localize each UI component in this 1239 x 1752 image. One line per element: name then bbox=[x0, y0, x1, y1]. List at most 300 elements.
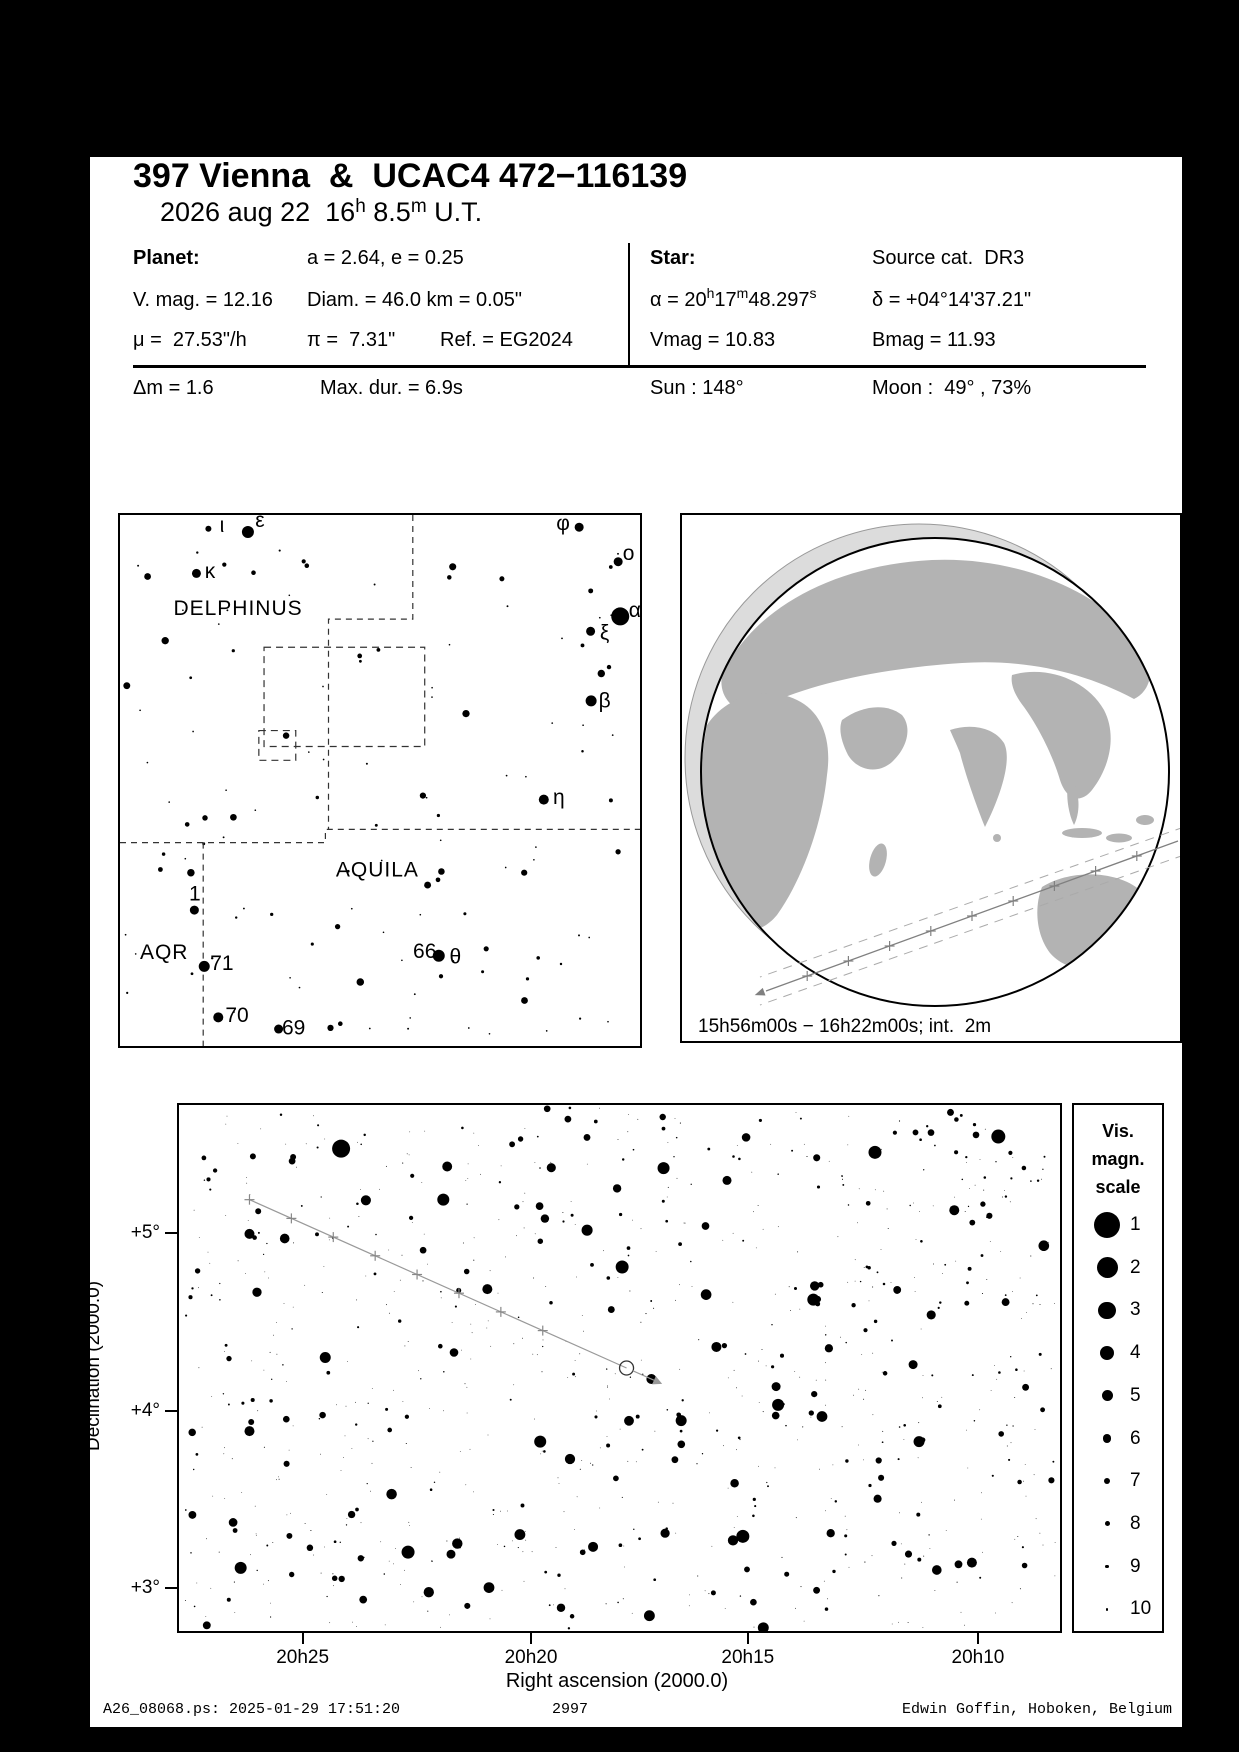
background-star bbox=[730, 1479, 739, 1488]
background-star bbox=[411, 1467, 412, 1468]
background-star bbox=[410, 1174, 414, 1178]
background-star bbox=[224, 1498, 225, 1499]
background-star bbox=[324, 1266, 325, 1267]
background-star bbox=[938, 1307, 940, 1309]
background-star bbox=[809, 1410, 814, 1415]
background-star bbox=[869, 1301, 870, 1302]
bright-star bbox=[736, 1530, 749, 1543]
background-star bbox=[188, 1295, 192, 1299]
background-star bbox=[627, 1131, 628, 1132]
background-star bbox=[932, 1130, 933, 1131]
background-star bbox=[1040, 1407, 1045, 1412]
background-star bbox=[1043, 1545, 1044, 1546]
background-star bbox=[1022, 1546, 1024, 1548]
background-star bbox=[404, 1345, 405, 1346]
background-star bbox=[510, 1399, 512, 1401]
background-star bbox=[883, 1191, 884, 1192]
background-star bbox=[778, 1226, 779, 1227]
background-star bbox=[287, 1515, 288, 1516]
background-star bbox=[624, 1416, 634, 1426]
background-star bbox=[276, 1479, 277, 1480]
background-star bbox=[849, 1567, 850, 1568]
background-star bbox=[1025, 1464, 1026, 1465]
background-star bbox=[360, 1144, 362, 1146]
background-star bbox=[607, 1021, 609, 1023]
background-star bbox=[225, 1344, 228, 1347]
background-star bbox=[615, 849, 620, 854]
background-star bbox=[276, 1322, 277, 1323]
background-star bbox=[355, 1508, 359, 1512]
background-star bbox=[722, 1343, 727, 1348]
background-star bbox=[389, 1561, 390, 1562]
background-star bbox=[909, 1360, 918, 1369]
background-star bbox=[1054, 1303, 1055, 1304]
star-label: 70 bbox=[225, 1003, 249, 1027]
background-star bbox=[194, 1210, 195, 1211]
info-rule bbox=[133, 365, 1146, 368]
bright-star bbox=[868, 1146, 881, 1159]
background-star bbox=[860, 1281, 861, 1282]
background-star bbox=[270, 1603, 271, 1604]
background-star bbox=[473, 1133, 474, 1134]
background-star bbox=[841, 1175, 843, 1177]
background-star bbox=[209, 1189, 211, 1191]
background-star bbox=[283, 732, 289, 738]
background-star bbox=[875, 1189, 876, 1190]
named-star bbox=[213, 1012, 223, 1022]
background-star bbox=[424, 882, 431, 889]
background-star bbox=[502, 1590, 503, 1591]
background-star bbox=[918, 1457, 919, 1458]
background-star bbox=[618, 1139, 619, 1140]
background-star bbox=[613, 1476, 619, 1482]
background-star bbox=[315, 1232, 319, 1236]
background-star bbox=[691, 1184, 692, 1185]
named-star bbox=[586, 627, 595, 636]
background-star bbox=[449, 644, 451, 646]
background-star bbox=[975, 1185, 976, 1186]
background-star bbox=[203, 1621, 211, 1629]
detail-chart-svg bbox=[179, 1105, 1060, 1631]
background-star bbox=[711, 1590, 716, 1595]
background-star bbox=[278, 1477, 279, 1478]
background-star bbox=[599, 1108, 600, 1109]
background-star bbox=[246, 1183, 247, 1184]
background-star bbox=[329, 1218, 330, 1219]
background-star bbox=[366, 763, 368, 765]
background-star bbox=[992, 1475, 994, 1477]
background-star bbox=[282, 1364, 283, 1365]
background-star bbox=[301, 1205, 303, 1207]
background-star bbox=[832, 1570, 835, 1573]
background-star bbox=[753, 1498, 756, 1501]
background-star bbox=[881, 1249, 882, 1250]
background-star bbox=[1010, 1177, 1012, 1179]
background-star bbox=[507, 605, 509, 607]
background-star bbox=[623, 1546, 624, 1547]
background-star bbox=[190, 1552, 191, 1553]
background-star bbox=[887, 1208, 888, 1209]
background-star bbox=[794, 1371, 795, 1372]
background-star bbox=[927, 1310, 936, 1319]
background-star bbox=[346, 1524, 347, 1525]
background-star bbox=[665, 1220, 668, 1223]
named-star bbox=[192, 569, 201, 578]
background-star bbox=[680, 1430, 683, 1433]
background-star bbox=[696, 1463, 697, 1464]
background-star bbox=[847, 1145, 848, 1146]
background-star bbox=[241, 1492, 242, 1493]
background-star bbox=[580, 1469, 581, 1470]
named-star bbox=[611, 607, 629, 625]
background-star bbox=[758, 1361, 759, 1362]
star-bmag: Bmag = 11.93 bbox=[872, 329, 996, 351]
background-star bbox=[965, 1211, 966, 1212]
bright-star bbox=[616, 1261, 629, 1274]
background-star bbox=[293, 1307, 294, 1308]
background-star bbox=[813, 1587, 820, 1594]
background-star bbox=[346, 1518, 347, 1519]
background-star bbox=[818, 1282, 824, 1288]
bright-star bbox=[914, 1436, 925, 1447]
background-star bbox=[358, 1555, 364, 1561]
background-star bbox=[233, 1528, 238, 1533]
background-star bbox=[968, 1206, 969, 1207]
landmass-borneo bbox=[1136, 815, 1154, 825]
constellation-boundary bbox=[120, 829, 640, 842]
background-star bbox=[431, 1560, 432, 1561]
background-star bbox=[1002, 1197, 1003, 1198]
background-star bbox=[224, 1351, 225, 1352]
background-star bbox=[642, 1449, 644, 1451]
background-star bbox=[1026, 1312, 1027, 1313]
background-star bbox=[855, 1259, 856, 1260]
background-star bbox=[883, 1371, 888, 1376]
background-star bbox=[455, 1306, 457, 1308]
background-star bbox=[759, 1402, 760, 1403]
background-star bbox=[872, 1286, 873, 1287]
background-star bbox=[825, 1405, 826, 1406]
background-star bbox=[535, 1233, 536, 1234]
background-star bbox=[955, 1261, 956, 1262]
background-star bbox=[532, 1551, 533, 1552]
background-star bbox=[865, 1390, 866, 1391]
background-star bbox=[406, 1443, 407, 1444]
background-star bbox=[232, 649, 235, 652]
x-axis-tick bbox=[747, 1633, 749, 1644]
background-star bbox=[550, 1162, 551, 1163]
background-star bbox=[644, 1610, 655, 1621]
background-star bbox=[299, 987, 301, 989]
background-star bbox=[780, 1354, 784, 1358]
background-star bbox=[162, 852, 165, 855]
constellation-label: DELPHINUS bbox=[173, 597, 303, 621]
background-star bbox=[775, 1468, 776, 1469]
background-star bbox=[864, 1267, 865, 1268]
background-star bbox=[606, 1368, 607, 1369]
background-star bbox=[842, 1426, 843, 1427]
background-star bbox=[319, 1412, 326, 1419]
background-star bbox=[855, 1281, 856, 1282]
background-star bbox=[919, 1138, 922, 1141]
star-label: η bbox=[553, 786, 565, 810]
background-star bbox=[810, 1281, 819, 1290]
background-star bbox=[427, 1264, 428, 1265]
background-star bbox=[983, 1190, 984, 1191]
background-star bbox=[499, 576, 504, 581]
background-star bbox=[1053, 1461, 1054, 1462]
ra-h-sup: h bbox=[706, 285, 715, 301]
magnitude-value: 5 bbox=[1130, 1384, 1141, 1406]
background-star bbox=[526, 977, 529, 980]
background-star bbox=[1055, 1542, 1056, 1543]
background-star bbox=[230, 814, 237, 821]
background-star bbox=[263, 1584, 264, 1585]
background-star bbox=[667, 1197, 668, 1198]
background-star bbox=[1011, 1442, 1012, 1443]
background-star bbox=[863, 1399, 864, 1400]
background-star bbox=[339, 1576, 345, 1582]
background-star bbox=[227, 1598, 231, 1602]
background-star bbox=[490, 1619, 491, 1620]
star-source-cat: Source cat. DR3 bbox=[872, 247, 1025, 269]
background-star bbox=[329, 1240, 330, 1241]
earth-globe-panel bbox=[680, 513, 1182, 1043]
background-star bbox=[771, 1324, 772, 1325]
background-star bbox=[588, 937, 590, 939]
background-star bbox=[1048, 1242, 1049, 1243]
background-star bbox=[607, 1436, 608, 1437]
background-star bbox=[609, 1399, 610, 1400]
background-star bbox=[819, 1469, 820, 1470]
background-star bbox=[525, 776, 527, 778]
ra-part: 48.297 bbox=[748, 289, 810, 311]
background-star bbox=[333, 1585, 334, 1586]
background-star bbox=[968, 1267, 972, 1271]
background-star bbox=[1012, 1425, 1013, 1426]
background-star bbox=[238, 1143, 239, 1144]
background-star bbox=[430, 1488, 433, 1491]
background-star bbox=[981, 1254, 984, 1257]
background-star bbox=[324, 1139, 325, 1140]
background-star bbox=[358, 1216, 359, 1217]
datetime-prefix: 2026 aug 22 16 bbox=[160, 197, 356, 227]
background-star bbox=[758, 1622, 769, 1631]
background-star bbox=[460, 1544, 461, 1545]
background-star bbox=[256, 1570, 257, 1571]
background-star bbox=[284, 1303, 285, 1304]
background-star bbox=[384, 1573, 386, 1575]
background-star bbox=[689, 1605, 690, 1606]
background-star bbox=[708, 1593, 709, 1594]
background-star bbox=[539, 1167, 541, 1169]
background-star bbox=[202, 1156, 207, 1161]
background-star bbox=[431, 687, 433, 689]
background-star bbox=[549, 1604, 551, 1606]
background-star bbox=[334, 1540, 337, 1543]
background-star bbox=[490, 1270, 491, 1271]
star-dec: δ = +04°14'37.21" bbox=[872, 289, 1032, 311]
background-star bbox=[310, 1530, 311, 1531]
background-star bbox=[954, 1150, 958, 1154]
background-star bbox=[532, 1354, 533, 1355]
background-star bbox=[766, 1482, 767, 1483]
background-star bbox=[188, 1429, 195, 1436]
background-star bbox=[484, 1582, 495, 1593]
background-star bbox=[628, 1255, 630, 1257]
background-star bbox=[537, 1354, 538, 1355]
footer-filename: A26_08068.ps: 2025-01-29 17:51:20 bbox=[103, 1701, 401, 1718]
background-star bbox=[931, 1374, 933, 1376]
x-axis-tick bbox=[302, 1633, 304, 1644]
background-star bbox=[882, 1441, 884, 1443]
y-axis-tick bbox=[165, 1232, 177, 1234]
background-star bbox=[229, 1518, 238, 1527]
background-star bbox=[763, 1411, 764, 1412]
background-star bbox=[923, 1556, 924, 1557]
background-star bbox=[162, 637, 169, 644]
background-star bbox=[966, 1430, 967, 1431]
background-star bbox=[429, 1408, 430, 1409]
background-star bbox=[225, 1124, 226, 1125]
background-star bbox=[347, 1226, 349, 1228]
background-star bbox=[185, 822, 190, 827]
background-star bbox=[400, 1584, 401, 1585]
background-star bbox=[771, 1365, 774, 1368]
background-star bbox=[565, 1588, 566, 1589]
earth-globe-svg bbox=[682, 515, 1180, 1041]
background-star bbox=[185, 1315, 187, 1317]
background-star bbox=[286, 1381, 287, 1382]
star-label: β bbox=[598, 689, 611, 713]
background-star bbox=[650, 1300, 652, 1302]
background-star bbox=[1012, 1602, 1013, 1603]
background-star bbox=[831, 1498, 832, 1499]
background-star bbox=[498, 1293, 499, 1294]
background-star bbox=[504, 1546, 506, 1548]
background-star bbox=[1020, 1588, 1021, 1589]
background-star bbox=[599, 1508, 600, 1509]
background-star bbox=[409, 1525, 410, 1526]
background-star bbox=[420, 792, 426, 798]
background-star bbox=[641, 1228, 642, 1229]
background-star bbox=[202, 1427, 203, 1428]
background-star bbox=[443, 1371, 445, 1373]
background-star bbox=[547, 1163, 556, 1172]
background-star bbox=[442, 1162, 452, 1172]
background-star bbox=[998, 1431, 1004, 1437]
star-vmag: Vmag = 10.83 bbox=[650, 329, 776, 351]
background-star bbox=[580, 1549, 586, 1555]
background-star bbox=[980, 1201, 985, 1206]
magnitude-value: 2 bbox=[1130, 1256, 1141, 1278]
background-star bbox=[137, 565, 139, 567]
constellation-boundary bbox=[329, 515, 413, 829]
background-star bbox=[734, 1370, 735, 1371]
background-star bbox=[675, 1118, 676, 1119]
background-star bbox=[728, 1488, 729, 1489]
background-star bbox=[697, 1575, 698, 1576]
background-star bbox=[811, 1391, 817, 1397]
background-star bbox=[357, 1142, 358, 1143]
background-star bbox=[361, 1195, 371, 1205]
background-star bbox=[795, 1608, 796, 1609]
background-star bbox=[470, 1359, 471, 1360]
background-star bbox=[434, 1482, 435, 1483]
background-star bbox=[980, 1159, 981, 1160]
background-star bbox=[954, 1197, 955, 1198]
background-star bbox=[675, 1533, 676, 1534]
background-star bbox=[540, 1454, 541, 1455]
background-star bbox=[191, 1287, 193, 1289]
background-star bbox=[525, 1128, 526, 1129]
star-label: 1 bbox=[189, 882, 201, 906]
background-star bbox=[745, 1353, 747, 1355]
background-star bbox=[567, 1377, 568, 1378]
background-star bbox=[946, 1530, 947, 1531]
background-star bbox=[967, 1468, 968, 1469]
background-star bbox=[192, 731, 194, 733]
background-star bbox=[954, 1117, 959, 1122]
background-star bbox=[260, 1129, 261, 1130]
background-star bbox=[486, 1328, 487, 1329]
background-star bbox=[564, 1511, 565, 1512]
background-star bbox=[899, 1512, 900, 1513]
background-star bbox=[289, 1572, 294, 1577]
background-star bbox=[631, 1420, 632, 1421]
background-star bbox=[1030, 1180, 1032, 1182]
x-axis-tick bbox=[977, 1633, 979, 1644]
background-star bbox=[797, 1251, 798, 1252]
background-star bbox=[1008, 1459, 1010, 1461]
background-star bbox=[188, 1511, 196, 1519]
background-star bbox=[825, 1326, 826, 1327]
background-star bbox=[800, 1118, 802, 1120]
background-star bbox=[202, 815, 207, 820]
background-star bbox=[990, 1241, 991, 1242]
background-star bbox=[462, 710, 469, 717]
background-star bbox=[439, 974, 443, 978]
background-star bbox=[790, 1310, 791, 1311]
background-star bbox=[466, 1387, 467, 1388]
background-star bbox=[728, 1378, 729, 1379]
background-star bbox=[1035, 1429, 1036, 1430]
background-star bbox=[463, 1243, 464, 1244]
background-star bbox=[241, 1402, 244, 1405]
background-star bbox=[313, 1115, 314, 1116]
background-star bbox=[1008, 1151, 1012, 1155]
background-star bbox=[272, 1542, 273, 1543]
background-star bbox=[125, 934, 127, 936]
background-star bbox=[955, 1560, 963, 1568]
background-star bbox=[658, 1502, 659, 1503]
background-star bbox=[872, 1353, 873, 1354]
background-star bbox=[279, 1479, 280, 1480]
info-divider bbox=[628, 243, 630, 365]
background-star bbox=[269, 1399, 272, 1402]
background-star bbox=[438, 868, 445, 875]
background-star bbox=[986, 1213, 992, 1219]
star-heading: Star: bbox=[650, 247, 696, 269]
background-star bbox=[525, 1531, 526, 1532]
background-star bbox=[357, 654, 362, 659]
background-star bbox=[979, 1577, 981, 1579]
background-star bbox=[322, 686, 324, 688]
star-label: 66 bbox=[413, 940, 437, 964]
background-star bbox=[1006, 1425, 1007, 1426]
event-datetime bbox=[160, 197, 482, 228]
background-star bbox=[842, 1184, 844, 1186]
